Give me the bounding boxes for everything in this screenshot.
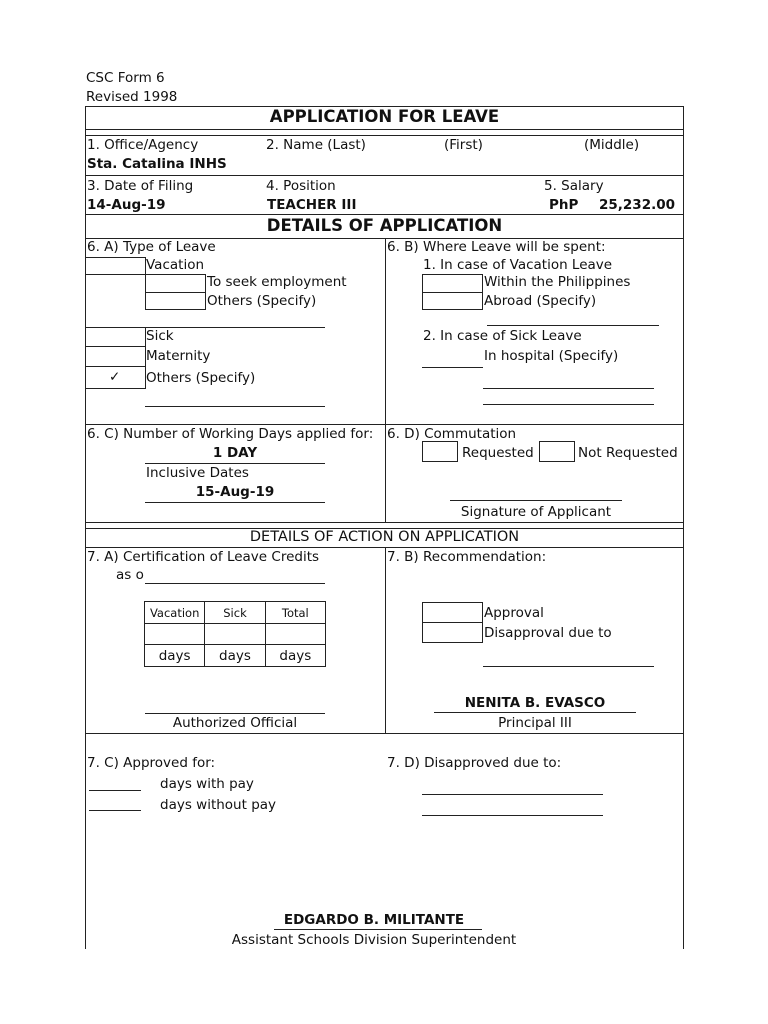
rule <box>85 522 684 523</box>
rule <box>422 292 483 293</box>
form-revision: Revised 1998 <box>86 89 178 105</box>
within-philippines-option: Within the Philippines <box>484 274 631 290</box>
disapproval-option: Disapproval due to <box>484 625 612 641</box>
final-signatory-title: Assistant Schools Division Superintendent <box>231 932 517 948</box>
days-without-pay-label: days without pay <box>160 797 277 813</box>
rule <box>85 274 145 275</box>
checkbox-not-requested[interactable] <box>539 441 575 462</box>
inclusive-dates-label: Inclusive Dates <box>146 465 249 481</box>
inclusive-dates-value: 15-Aug-19 <box>195 484 275 500</box>
vacation-option: Vacation <box>146 257 205 273</box>
position-value: TEACHER III <box>267 197 357 213</box>
name-first-label: (First) <box>444 137 483 153</box>
type-of-leave-label: 6. A) Type of Leave <box>87 239 216 255</box>
specify-line <box>145 406 325 407</box>
rule <box>145 502 325 503</box>
position-label: 4. Position <box>266 178 336 194</box>
office-value: Sta. Catalina INHS <box>87 156 227 172</box>
rule <box>85 733 684 734</box>
column-header: Total <box>265 602 325 624</box>
date-filing-label: 3. Date of Filing <box>87 178 194 194</box>
as-of-line <box>145 583 325 584</box>
rule <box>422 367 483 368</box>
rule <box>85 346 145 347</box>
recommending-signatory: NENITA B. EVASCO <box>464 695 606 711</box>
office-label: 1. Office/Agency <box>87 137 199 153</box>
specify-line <box>483 666 654 667</box>
column-header: Vacation <box>145 602 205 624</box>
recommendation-label: 7. B) Recommendation: <box>387 549 547 565</box>
recommending-signatory-title: Principal III <box>498 715 572 731</box>
final-signatory: EDGARDO B. MILITANTE <box>283 912 465 928</box>
certification-label: 7. A) Certification of Leave Credits <box>87 549 320 565</box>
rule <box>85 129 684 130</box>
blank-line <box>89 810 141 811</box>
hospital-option: In hospital (Specify) <box>484 348 619 364</box>
rule <box>85 366 145 367</box>
specify-line <box>487 325 659 326</box>
signature-line <box>274 929 482 930</box>
abroad-option: Abroad (Specify) <box>484 293 597 309</box>
blank-line <box>422 815 603 816</box>
maternity-option: Maternity <box>146 348 211 364</box>
working-days-label: 6. C) Number of Working Days applied for: <box>87 426 374 442</box>
working-days-value: 1 DAY <box>212 445 258 461</box>
form-code: CSC Form 6 <box>86 70 165 86</box>
blank-line <box>422 794 603 795</box>
column-divider <box>385 238 386 523</box>
others-option: Others (Specify) <box>146 370 256 386</box>
table-cell[interactable] <box>265 624 325 645</box>
rule <box>85 175 684 176</box>
date-filing-value: 14-Aug-19 <box>87 197 166 213</box>
table-cell[interactable] <box>145 624 205 645</box>
column-divider <box>385 547 386 733</box>
salary-value: 25,232.00 <box>599 197 676 213</box>
name-last-label: 2. Name (Last) <box>266 137 366 153</box>
salary-currency: PhP <box>549 197 579 213</box>
table-cell[interactable] <box>205 624 265 645</box>
specify-line <box>483 388 654 389</box>
authorized-official-label: Authorized Official <box>172 715 298 731</box>
sick-option: Sick <box>146 328 174 344</box>
signature-line <box>450 500 622 501</box>
table-cell: days <box>205 645 265 667</box>
disapproved-label: 7. D) Disapproved due to: <box>387 755 562 771</box>
leave-credits-table <box>144 601 326 667</box>
vacation-case-label: 1. In case of Vacation Leave <box>423 257 613 273</box>
page-title: APPLICATION FOR LEAVE <box>269 107 500 126</box>
where-spent-label: 6. B) Where Leave will be spent: <box>387 239 606 255</box>
days-with-pay-label: days with pay <box>160 776 254 792</box>
commutation-label: 6. D) Commutation <box>387 426 517 442</box>
not-requested-option: Not Requested <box>578 445 678 461</box>
specify-line <box>483 404 654 405</box>
checkbox-requested[interactable] <box>422 441 458 462</box>
vacation-others-option: Others (Specify) <box>207 293 317 309</box>
action-heading: DETAILS OF ACTION ON APPLICATION <box>249 529 520 545</box>
name-middle-label: (Middle) <box>584 137 640 153</box>
seek-employment-option: To seek employment <box>207 274 347 290</box>
sick-case-label: 2. In case of Sick Leave <box>423 328 582 344</box>
as-of-label: as o <box>116 567 144 583</box>
requested-option: Requested <box>462 445 534 461</box>
salary-label: 5. Salary <box>544 178 604 194</box>
rule <box>422 622 483 623</box>
column-header: Sick <box>205 602 265 624</box>
rule <box>85 257 145 258</box>
table-cell: days <box>145 645 205 667</box>
approval-option: Approval <box>484 605 544 621</box>
signature-line <box>434 712 636 713</box>
approved-for-label: 7. C) Approved for: <box>87 755 216 771</box>
signature-applicant-label: Signature of Applicant <box>460 504 612 520</box>
details-heading: DETAILS OF APPLICATION <box>266 216 503 235</box>
rule <box>145 292 206 293</box>
table-cell: days <box>265 645 325 667</box>
check-icon: ✓ <box>109 369 121 385</box>
blank-line <box>89 790 141 791</box>
